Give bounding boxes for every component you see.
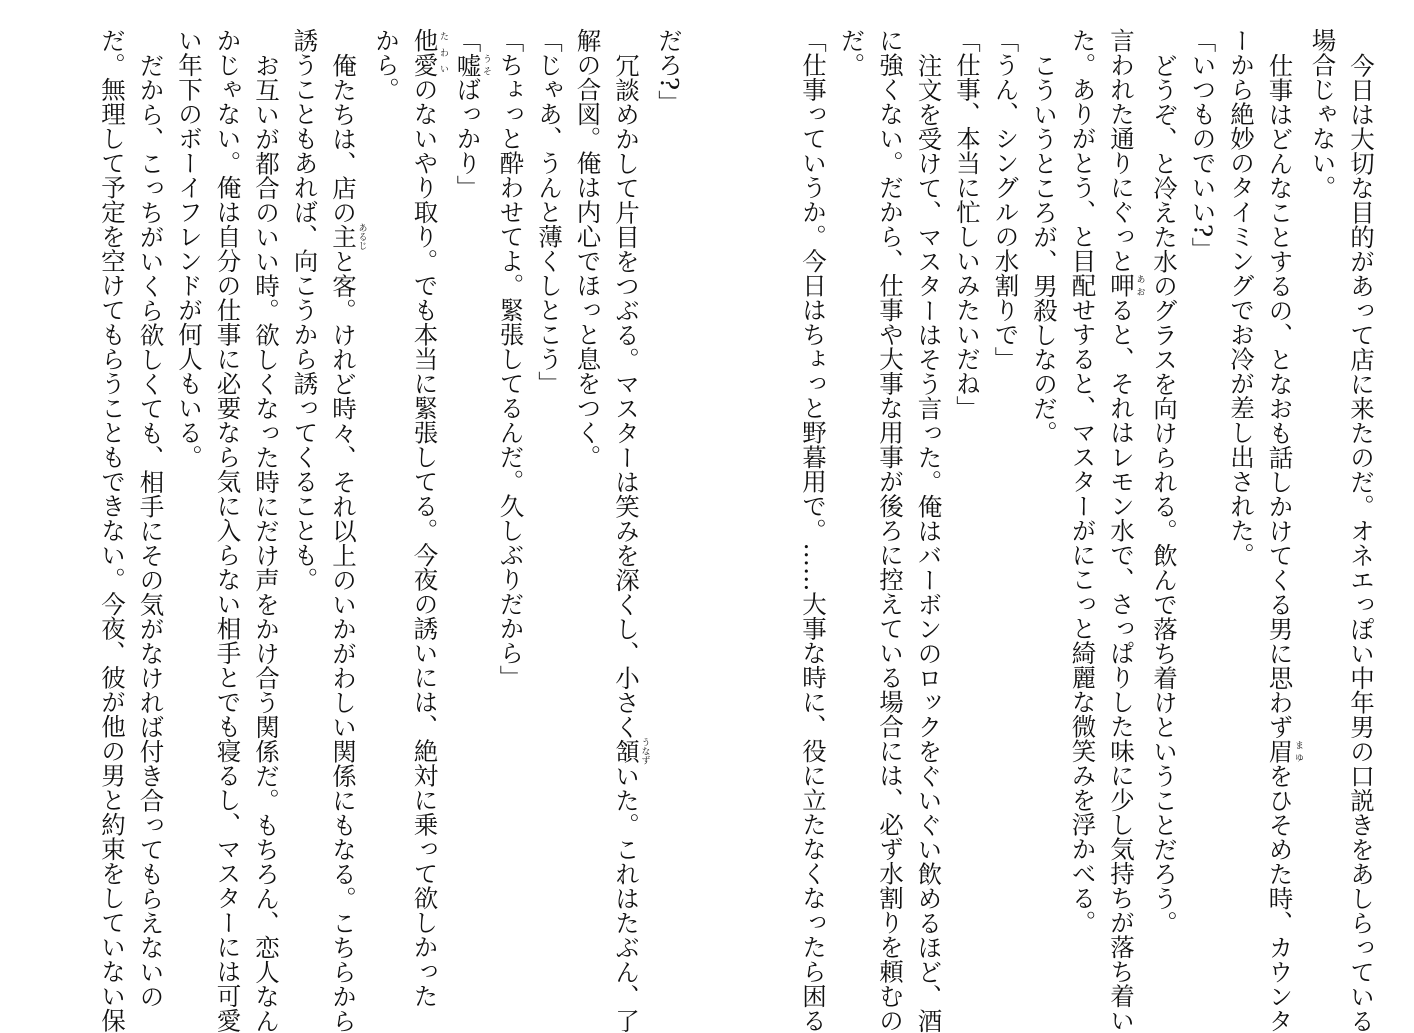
line-segment: と客。けれど時々、それ以上のいかがわしい関係にもなる。こちらから <box>329 248 358 1033</box>
text-line: どうぞ、と冷えた水のグラスを向けられる。飲んで落ち着けということだろう。 <box>1150 52 1179 935</box>
text-line: 「仕事、本当に忙しいみたいだね」 <box>953 28 982 420</box>
ruby-reading: あお <box>1134 273 1145 298</box>
text-line: から。 <box>372 28 401 102</box>
ruby-annotation <box>453 52 491 78</box>
ruby-base: 嘘 <box>453 52 483 77</box>
ruby-reading: うそ <box>481 52 491 77</box>
line-segment: 「 <box>453 28 483 53</box>
text-line: だろ?」 <box>655 28 684 115</box>
text-line: だ。 <box>837 28 867 77</box>
text-line: 「仕事っていうか。今日はちょっと野暮用で。……大事な時に、役に立たなくなったら困る <box>799 28 828 1033</box>
ruby-base: 呷 <box>1107 273 1136 298</box>
text-line: た。ありがとう、と目配せすると、マスターがにこっと綺麗な微笑みを浮かべる。 <box>1068 28 1098 935</box>
ruby-reading: たわい <box>438 28 448 77</box>
text-line: 「いつものでいい?」 <box>1188 28 1218 262</box>
line-segment: 言われた通りにぐっと <box>1107 28 1136 273</box>
text-line: こういうところが、男殺しなのだ。 <box>1030 52 1059 445</box>
text-line: い年下のボーイフレンドが何人もいる。 <box>175 28 204 469</box>
ruby-annotation <box>1265 738 1303 764</box>
ruby-base: 眉 <box>1265 738 1295 763</box>
text-line: 「じゃあ、うんと薄くしとこう」 <box>535 28 564 396</box>
ruby-annotation <box>329 222 367 250</box>
right-page-text <box>720 28 1380 1033</box>
line-segment: 仕事はどんなことするの、となおも話しかけてくる男に思わず <box>1265 52 1295 739</box>
text-line: 誘うこともあれば、向こうから誘ってくることも。 <box>290 28 320 592</box>
text-line: 場合じゃない。 <box>1308 28 1338 200</box>
text-line: ーから絶妙のタイミングでお冷が差し出された。 <box>1227 28 1256 567</box>
ruby-reading: あるじ <box>356 222 367 250</box>
ruby-base: 頷 <box>612 737 641 765</box>
ruby-annotation <box>410 28 448 77</box>
text-line: 「ちょっと酔わせてよ。緊張してるんだ。久しぶりだから」 <box>496 28 526 690</box>
ruby-reading: まゆ <box>1293 738 1303 763</box>
text-line: お互いが都合のいい時。欲しくなった時にだけ声をかけ合う関係だ。もちろん、恋人なん <box>252 52 281 1033</box>
text-line: 「うん、シングルの水割りで」 <box>991 28 1021 371</box>
text-line <box>448 28 491 978</box>
line-segment: 冗談めかして片目をつぶる。マスターは笑みを深くし、小さく <box>612 52 641 739</box>
ruby-reading: うなず <box>639 737 650 765</box>
ruby-annotation <box>612 737 650 765</box>
text-line <box>405 28 448 1008</box>
text-line: 注文を受けて、マスターはそう言った。俺はバーボンのロックをぐいぐい飲めるほど、酒 <box>914 52 944 1033</box>
line-segment: ると、それはレモン水で、さっぱりした味に少し気持ちが落ち着い <box>1107 297 1136 1033</box>
text-line <box>324 28 367 1033</box>
text-line <box>1102 28 1145 1033</box>
ruby-base: 主 <box>329 222 358 250</box>
line-segment: のないやり取り。でも本当に緊張してる。今夜の誘いには、絶対に乗って欲しかった <box>410 77 440 1008</box>
text-line: に強くない。だから、仕事や大事な用事が後ろに控えている場合には、必ず水割りを頼むの <box>876 28 905 1033</box>
text-line: かじゃない。俺は自分の仕事に必要なら気に入らない相手とでも寝るし、マスターには可愛 <box>213 28 243 1033</box>
ruby-annotation <box>1107 273 1145 298</box>
ruby-base: 他愛 <box>410 28 440 77</box>
line-segment: をひそめた時、カウンタ <box>1265 763 1295 1033</box>
text-line: 解の合図。俺は内心でほっと息をつく。 <box>573 28 603 469</box>
text-line <box>607 28 650 1033</box>
text-line: だ。無理して予定を空けてもらうこともできない。今夜、彼が他の男と約束をしていない保 <box>98 28 127 1033</box>
line-segment: 俺たちは、店の <box>329 52 358 224</box>
text-line: 今日は大切な目的があって店に来たのだ。オネエっぽい中年男の口説きをあしらっている <box>1347 52 1376 1033</box>
text-line <box>1260 28 1303 1033</box>
text-line: だから、こっちがいくら欲しくても、相手にその気がなければ付き合ってもらえないの <box>136 52 166 1008</box>
left-page-text <box>28 28 688 1033</box>
line-segment: いた。これはたぶん、了 <box>612 763 641 1033</box>
line-segment: ばっかり」 <box>453 77 483 200</box>
